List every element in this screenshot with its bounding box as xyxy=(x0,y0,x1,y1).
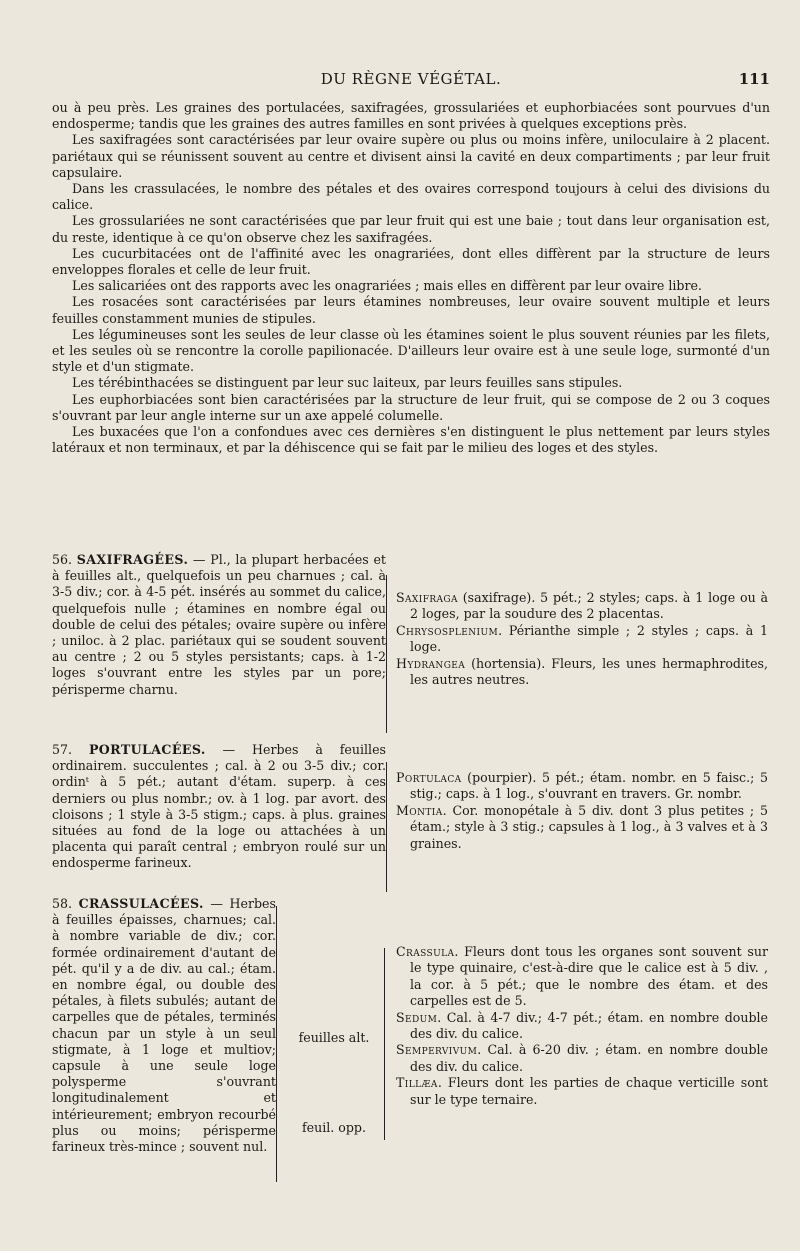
family-number: 57. xyxy=(52,742,73,757)
running-title: DU RÈGNE VÉGÉTAL. xyxy=(320,70,502,88)
intro-paragraph: Les grossulariées ne sont caractérisées que par leur fruit qui est une baie ; tout dans leur organisation est, du reste, identique à ce qu'on observe chez les saxifragées. xyxy=(52,213,770,245)
intro-paragraph: Les légumineuses sont les seules de leur classe où les étamines soient le plus souvent réunies par les filets, et les seules où se rencontre la corolle papilionacée. D'ailleurs leur ovaire est à une seule loge, surmonté d'un style et d'un stigmate. xyxy=(52,326,770,375)
genus-name: Tillæa xyxy=(396,1075,438,1091)
genus-entry xyxy=(396,1010,768,1043)
genus-entry xyxy=(396,1075,768,1108)
genus-entry xyxy=(396,590,768,623)
page-header xyxy=(52,70,770,94)
brace xyxy=(386,575,387,733)
genus-entry xyxy=(396,803,768,852)
intro-paragraph: Les cucurbitacées ont de l'affinité avec les onagrariées, dont elles diffèrent par la structure de leurs enveloppes florales et celle de leur fruit. xyxy=(52,245,770,278)
genera-crassulacees xyxy=(396,944,768,1108)
genus-description: . Cal. à 6-20 div. ; étam. en nombre double des div. du calice. xyxy=(410,1042,768,1074)
family-description: — Herbes à feuilles épaisses, charnues; cal. à nombre variable de div.; cor. formée ordinairement d'autant de pét. qu'il y a de div. au cal.; étam. en nombre égal, ou double des pétales, à filets subulés; autant de carpelles que de pétales, terminés chacun par un style à un seul stigmate, à 1 loge et multiov; capsule à une seule loge polysperme s'ouvrant longitudinalement et intérieurement; embryon recourbé plus ou moins; périsperme farineux très-mince ; souvent nul. xyxy=(52,896,276,1155)
brace xyxy=(386,762,387,892)
genus-name: Montia xyxy=(396,802,443,818)
intro-paragraph: Les buxacées que l'on a confondues avec ces dernières s'en distinguent le plus nettement par leurs styles latéraux et non terminaux, et par la déhiscence qui se fait par le milieu des loges et des styles. xyxy=(52,424,770,456)
genus-description: . Périanthe simple ; 2 styles ; caps. à 1 loge. xyxy=(410,622,768,655)
intro-text xyxy=(52,100,770,456)
intro-paragraph: Les rosacées sont caractérisées par leurs étamines nombreuses, leur ovaire souvent multiple et leurs feuilles constamment munies de stipules. xyxy=(52,294,770,326)
family-name: CRASSULACÉES. xyxy=(78,896,204,911)
family-name: SAXIFRAGÉES. xyxy=(76,552,189,567)
subgroup-label: feuil. opp. xyxy=(302,1120,366,1135)
genus-entry xyxy=(396,770,768,803)
intro-paragraph: Les saxifragées sont caractérisées par leur ovaire supère ou plus ou moins infère, uniloculaire à 2 placent. pariétaux qui se réunissent souvent au centre et divisent ainsi la cavité en deux compartiments ; par leur fruit capsulaire. xyxy=(52,132,770,180)
intro-paragraph: Les salicariées ont des rapports avec les onagrariées ; mais elles en diffèrent par leur ovaire libre. xyxy=(72,278,702,294)
brace xyxy=(384,948,385,1112)
intro-paragraph: Les térébinthacées se distinguent par leur suc laiteux, par leurs feuilles sans stipules. xyxy=(72,375,623,391)
genus-name: Hydrangea xyxy=(396,655,466,671)
genera-saxifragees xyxy=(396,590,768,688)
intro-paragraph: ou à peu près. Les graines des portulacées, saxifragées, grossulariées et euphorbiacées sont pourvues d'un endosperme; tandis que les graines des autres familles en sont privées à quelques exceptions près. xyxy=(52,100,770,132)
genus-entry xyxy=(396,656,768,689)
intro-paragraph: Les euphorbiacées sont bien caractérisées par la structure de leur fruit, qui se compose de 2 ou 3 coques s'ouvrant par leur angle interne sur un axe appelé columelle. xyxy=(52,391,770,423)
genus-entry xyxy=(396,944,768,1010)
genus-name: Chrysosplenium xyxy=(396,622,499,638)
family-name: PORTULACÉES. xyxy=(88,742,206,757)
intro-paragraph: Dans les crassulacées, le nombre des pétales et des ovaires correspond toujours à celui des divisions du calice. xyxy=(52,181,770,213)
genus-name: Portulaca xyxy=(396,770,462,785)
family-portulacees xyxy=(52,742,386,872)
genus-entry xyxy=(396,1042,768,1075)
genus-description: (hortensia). Fleurs, les unes hermaphrodites, les autres neutres. xyxy=(410,655,768,688)
genus-name: Sempervivum xyxy=(396,1042,478,1058)
genus-description: (saxifrage). 5 pét.; 2 styles; caps. à 1 loge ou à 2 loges, par la soudure des 2 placentas. xyxy=(410,590,768,622)
genus-description: . Cal. à 4-7 div.; 4-7 pét.; étam. en nombre double des div. du calice. xyxy=(410,1009,768,1042)
genus-entry xyxy=(396,623,768,656)
genus-description: . Fleurs dont les parties de chaque verticille sont sur le type ternaire. xyxy=(410,1075,768,1107)
family-description: — Herbes à feuilles ordinairem. succulentes ; cal. à 2 ou 3-5 div.; cor. ordinᵗ à 5 pét.; autant d'étam. superp. à ces derniers ou plus nombr.; ov. à 1 log. par avort. des cloisons ; 1 style à 3-5 stigm.; caps. à plus. graines situées au fond de la loge ou attachées à un placenta qui paraît central ; embryon roulé sur un endosperme farineux. xyxy=(52,742,386,871)
genus-description: . Fleurs dont tous les organes sont souvent sur le type quinaire, c'est-à-dire que le calice est à 5 div. , la cor. à 5 pét.; que le nombre des étam. et des carpelles est de 5. xyxy=(410,944,768,1009)
genera-portulacees xyxy=(396,770,768,852)
brace xyxy=(276,906,277,1182)
family-saxifragees xyxy=(52,552,386,698)
family-number: 56. xyxy=(52,552,73,567)
family-number: 58. xyxy=(52,896,73,911)
subgroup-label: feuilles alt. xyxy=(298,1030,370,1045)
genus-name: Sedum xyxy=(396,1009,438,1025)
genus-name: Saxifraga xyxy=(396,590,458,605)
brace xyxy=(384,1104,385,1140)
genus-name: Crassula xyxy=(396,944,455,959)
family-crassulacees xyxy=(52,896,276,1155)
genus-description: . Cor. monopétale à 5 div. dont 3 plus petites ; 5 étam.; style à 3 stig.; capsules à 1 log., à 3 valves et à 3 graines. xyxy=(410,802,768,851)
page-number: 111 xyxy=(738,70,770,88)
genus-description: (pourpier). 5 pét.; étam. nombr. en 5 faisc.; 5 stig.; caps. à 1 log., s'ouvrant en travers. Gr. nombr. xyxy=(410,770,768,802)
family-description: — Pl., la plupart herbacées et à feuilles alt., quelquefois un peu charnues ; cal. à 3-5 div.; cor. à 4-5 pét. insérés au sommet du calice, quelquefois nulle ; étamines en nombre égal ou double de celui des pétales; ovaire supère ou infère ; uniloc. à 2 plac. pariétaux qui se soudent souvent au centre ; 2 ou 5 styles persistants; caps. à 1-2 loges s'ouvrant entre les styles par un pore; périsperme charnu. xyxy=(52,552,386,697)
